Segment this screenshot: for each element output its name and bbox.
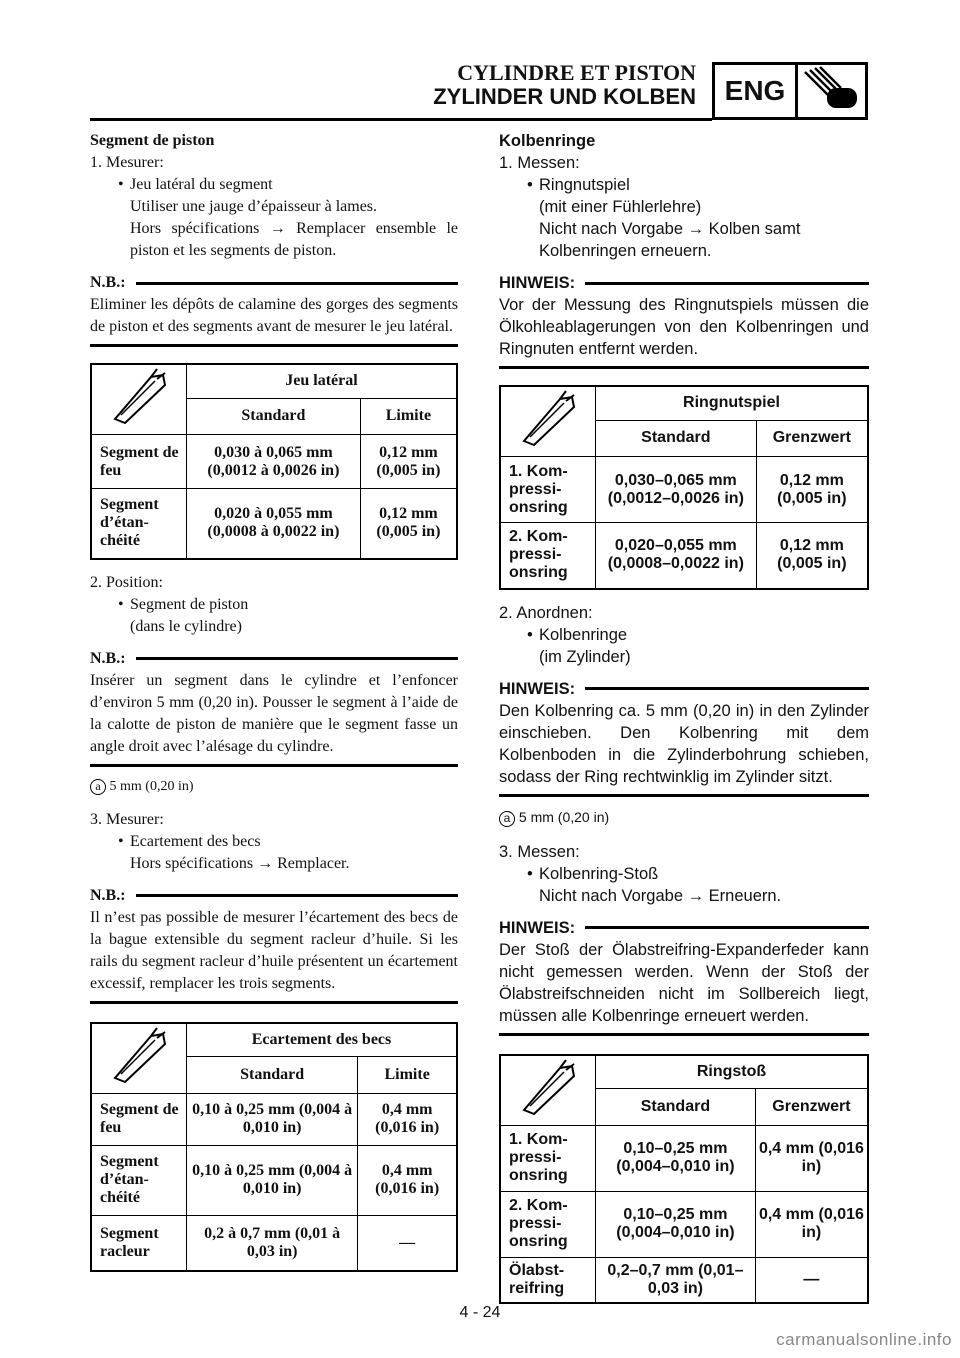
section-badge [712, 62, 868, 120]
note-label: N.B.: [90, 274, 126, 291]
page-number: 4 - 24 [459, 1304, 501, 1321]
note-box [499, 917, 869, 1036]
note-label: N.B.: [90, 649, 126, 667]
col-header-limit: Limite [360, 398, 457, 434]
step-text: (im Zylinder) [539, 647, 631, 666]
column-french [90, 130, 458, 1272]
col-header-standard: Standard [187, 1057, 358, 1093]
caliper-icon [500, 1055, 596, 1126]
column-german [499, 130, 869, 1304]
note-text: Vor der Messung des Ringnutspiels müssen die Ölkohleablagerungen von den Kolbenringen und Ringnuten entfernt werden. [499, 296, 869, 358]
table-row: 2. Kom- pressi- onsring 0,10–0,25 mm (0,004–0,010 in) 0,4 mm (0,016 in) [500, 1191, 868, 1257]
table-row: Segment de feu 0,030 à 0,065 mm (0,0012 à 0,0026 in) 0,12 mm (0,005 in) [91, 435, 457, 489]
step-text: Nicht nach Vorgabe → Erneuern. [539, 886, 782, 905]
note-text: Il n’est pas possible de mesurer l’écartement des becs de la bague extensible du segment racleur d’huile. Si les rails du segment racleur d’huile présentent un écartement excessif, remplacer les trois segments. [90, 908, 458, 992]
step-3: 3. Messen: [499, 842, 580, 861]
section-heading: Segment de piston [90, 132, 215, 149]
table-title: Ringnutspiel [596, 386, 869, 420]
table-title: Jeu latéral [187, 364, 458, 398]
figure-legend: a 5 mm (0,20 in) [499, 809, 869, 827]
badge-label: ENG [715, 65, 798, 117]
col-header-limit: Grenzwert [756, 420, 868, 456]
spec-table-ring-groove-clearance [499, 385, 869, 590]
note-box [90, 272, 458, 347]
step-2: 2. Anordnen: [499, 603, 593, 622]
bullet-item: • Segment de piston [118, 595, 249, 613]
table-row: Ölabst- reifring 0,2–0,7 mm (0,01–0,03 in) — [500, 1257, 868, 1303]
note-label: N.B.: [90, 886, 126, 904]
header-title-fr: CYLINDRE ET PISTON [457, 60, 696, 85]
note-text: Der Stoß der Ölabstreifring-Expanderfeder kann nicht gemessen werden. Wenn der Stoß der Ölabstreifschneiden nicht im Sollbereich liegt, müssen alle Kolbenringe erneuert werden. [499, 940, 869, 1025]
step-1: 1. Mesurer: [90, 154, 164, 171]
col-header-limit: Grenzwert [755, 1089, 868, 1125]
spec-table-side-clearance [90, 363, 458, 560]
figure-legend: a 5 mm (0,20 in) [90, 779, 458, 795]
table-row: Segment racleur 0,2 à 0,7 mm (0,01 à 0,03 in) — [91, 1215, 457, 1271]
table-row: Segment de feu 0,10 à 0,25 mm (0,004 à 0,010 in) 0,4 mm (0,016 in) [91, 1093, 457, 1145]
step-text: Hors spécifications → Remplacer ensemble le piston et les segments de piston. [130, 220, 458, 259]
bullet-item: • Kolbenringe [527, 625, 628, 644]
caliper-icon [91, 364, 187, 435]
col-header-limit: Limite [358, 1057, 457, 1093]
step-text: Nicht nach Vorgabe → Kolben samt Kolbenringen erneuern. [539, 220, 801, 260]
note-box [90, 885, 458, 1004]
watermark: carmanualsonline.info [776, 1330, 952, 1349]
table-row: 1. Kom- pressi- onsring 0,030–0,065 mm (0,0012–0,0026 in) 0,12 mm (0,005 in) [500, 457, 868, 523]
step-text: Utiliser une jauge d’épaisseur à lames. [130, 198, 378, 215]
note-label: HINWEIS: [499, 679, 576, 698]
col-header-standard: Standard [596, 1089, 756, 1125]
note-box [499, 678, 869, 797]
col-header-standard: Standard [187, 398, 361, 434]
note-text: Den Kolbenring ca. 5 mm (0,20 in) in den Zylinder einschieben. Den Kolbenring mit dem Kolbenboden in die Zylinderbohrung schieben, sodass der Ring rechtwinklig im Zylinder sitzt. [499, 701, 869, 786]
note-box [90, 648, 458, 767]
table-row: Segment d’étan- chéité 0,020 à 0,055 mm (0,0008 à 0,0022 in) 0,12 mm (0,005 in) [91, 489, 457, 559]
bullet-item: • Ecartement des becs [118, 832, 261, 850]
engine-wrench-icon [798, 65, 865, 117]
section-heading: Kolbenringe [499, 132, 596, 150]
table-title: Ringstoß [596, 1055, 869, 1089]
note-label: HINWEIS: [499, 918, 576, 937]
spec-table-end-gap [90, 1022, 458, 1273]
table-row: 1. Kom- pressi- onsring 0,10–0,25 mm (0,004–0,010 in) 0,4 mm (0,016 in) [500, 1125, 868, 1191]
table-title: Ecartement des becs [187, 1023, 458, 1057]
step-1: 1. Messen: [499, 154, 580, 172]
col-header-standard: Standard [596, 420, 757, 456]
table-row: 2. Kom- pressi- onsring 0,020–0,055 mm (0,0008–0,0022 in) 0,12 mm (0,005 in) [500, 523, 868, 589]
bullet-item: • Ringnutspiel [527, 176, 630, 194]
spec-table-ring-end-gap [499, 1054, 869, 1305]
table-row: Segment d’étan- chéité 0,10 à 0,25 mm (0,004 à 0,010 in) 0,4 mm (0,016 in) [91, 1145, 457, 1215]
note-text: Eliminer les dépôts de calamine des gorges des segments de piston et des segments avant de mesurer le jeu latéral. [90, 296, 458, 335]
step-text: (dans le cylindre) [130, 617, 242, 635]
note-label: HINWEIS: [499, 274, 576, 292]
bullet-item: • Jeu latéral du segment [118, 176, 273, 193]
step-3: 3. Mesurer: [90, 810, 164, 828]
step-text: Hors spécifications → Remplacer. [130, 854, 350, 872]
note-text: Insérer un segment dans le cylindre et l’enfoncer d’environ 5 mm (0,20 in). Pousser le segment à l’aide de la calotte de piston de manière que le segment fasse un angle droit avec l’alésage du cylindre. [90, 671, 458, 755]
step-text: (mit einer Fühlerlehre) [539, 198, 702, 216]
caliper-icon [500, 386, 596, 457]
note-box [499, 272, 869, 369]
bullet-item: • Kolbenring-Stoß [527, 864, 659, 883]
header-title-de: ZYLINDER UND KOLBEN [433, 84, 696, 109]
header-rule [90, 118, 712, 121]
step-2: 2. Position: [90, 573, 163, 591]
caliper-icon [91, 1023, 187, 1094]
